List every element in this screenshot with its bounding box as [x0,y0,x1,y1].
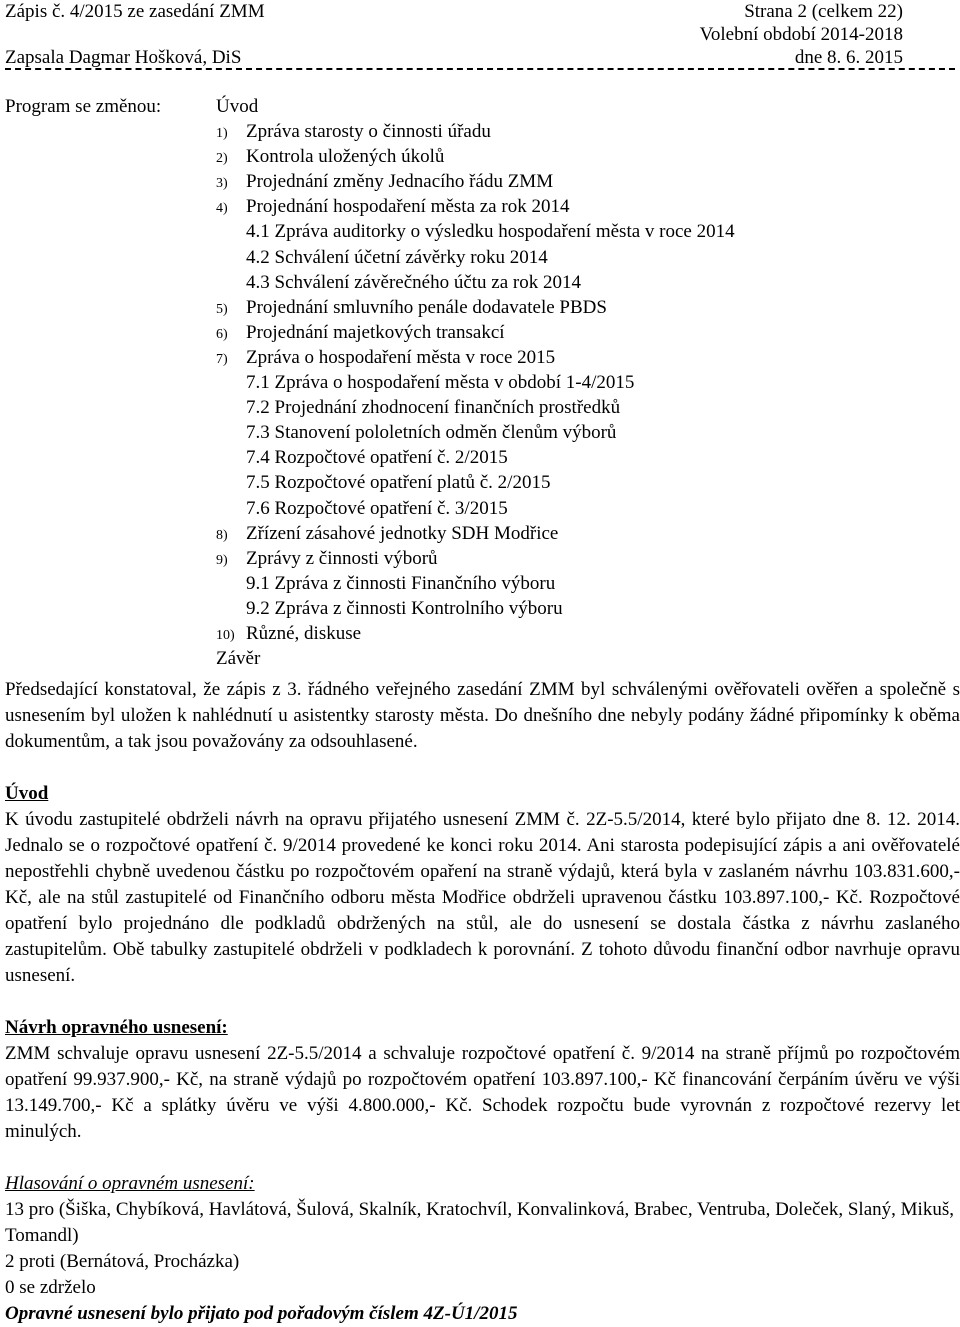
agenda-item-text: Zprávy z činnosti výborů [246,547,438,569]
agenda-item-text: Zřízení zásahové jednotky SDH Modřice [246,522,559,544]
agenda-item-text: 7.3 Stanovení pololetních odměn členům výborů [246,422,617,444]
paragraph-intro: Předsedající konstatoval, že zápis z 3. řádného veřejného zasedání ZMM byl schválenými ověřovateli ověřen a společně s usnesením byl uložen k nahlédnutí u asistentky starosty města. Do dnešního dne nebyly podány žádné připomínky k oběma dokumentům, a tak jsou považovány za odsouhlasené. [5,679,960,752]
header-row-2 [5,23,955,46]
agenda-item [216,194,916,219]
agenda-item [216,295,916,320]
agenda-item [216,395,916,420]
agenda-item [216,571,916,596]
agenda-item-text: 4.2 Schválení účetní závěrky roku 2014 [246,246,548,268]
agenda-item-text: Kontrola uložených úkolů [246,146,445,168]
header-title: Zápis č. 4/2015 ze zasedání ZMM [5,1,265,22]
agenda-item-number: 6) [216,326,228,342]
agenda-item [216,521,916,546]
heading-navrh: Návrh opravného usnesení: [5,1017,228,1038]
agenda-item-text: Projednání změny Jednacího řádu ZMM [246,171,554,193]
agenda-item-number: 9) [216,552,228,568]
header-page: Strana 2 (celkem 22) [744,1,903,22]
program-label: Program se změnou: [5,96,162,117]
agenda-item [216,370,916,395]
agenda-item-number: 10) [216,627,235,643]
agenda-item-text: Projednání majetkových transakcí [246,321,505,343]
agenda-item-text: Zpráva starosty o činnosti úřadu [246,121,491,143]
agenda-item-text: Projednání smluvního penále dodavatele PBDS [246,296,607,318]
agenda-item [216,270,916,295]
vote-abstain: 0 se zdrželo [5,1277,96,1298]
agenda-item [216,144,916,169]
header-date: dne 8. 6. 2015 [794,47,903,68]
agenda-item-number: 3) [216,176,228,192]
agenda-item-text: 7.4 Rozpočtové opatření č. 2/2015 [246,447,508,469]
agenda-item-text: 7.2 Projednání zhodnocení finančních prostředků [246,397,621,419]
header-author: Zapsala Dagmar Hošková, DiS [5,47,242,68]
resolution-result: Opravné usnesení bylo přijato pod pořadovým číslem 4Z-Ú1/2015 [5,1303,518,1324]
agenda-item-text: Zpráva o hospodaření města v roce 2015 [246,346,556,368]
agenda-item-number: 4) [216,201,228,217]
agenda-item [216,596,916,621]
agenda-item-text: 9.2 Zpráva z činnosti Kontrolního výboru [246,597,563,619]
header-period: Volební období 2014-2018 [699,24,903,45]
agenda-item [216,621,916,646]
agenda-list [216,94,916,671]
agenda-item [216,345,916,370]
agenda-item-number: 7) [216,351,228,367]
agenda-item-number: 8) [216,527,228,543]
header-row-1 [5,0,955,23]
agenda-item-text: 4.1 Zpráva auditorky o výsledku hospodaření města v roce 2014 [246,221,735,243]
dashed-separator [5,68,955,80]
document-body [5,677,960,1327]
agenda-item-text: Projednání hospodaření města za rok 2014 [246,196,570,218]
agenda-item [216,445,916,470]
agenda-item-text: Úvod [216,96,259,117]
agenda-item [216,245,916,270]
agenda-item-text: 4.3 Schválení závěrečného účtu za rok 2014 [246,271,582,293]
paragraph-navrh: ZMM schvaluje opravu usnesení 2Z-5.5/2014 a schvaluje rozpočtové opatření č. 9/2014 na straně příjmů po rozpočtovém opatření 99.937.900,- Kč, na straně výdajů po rozpočtovém opatření 103.897.100,- Kč financování čerpáním úvěru ve výši 13.149.700,- Kč a splátky úvěru ve výši 4.800.000,- Kč. Schodek rozpočtu bude vyrovnán z rozpočtové rezervy let minulých. [5,1043,960,1142]
agenda-item-text: 7.1 Zpráva o hospodaření města v období 1-4/2015 [246,372,635,394]
agenda-item-text: Závěr [216,648,261,670]
agenda-item [216,496,916,521]
agenda-item [216,219,916,244]
agenda-item-text: 7.6 Rozpočtové opatření č. 3/2015 [246,497,508,519]
agenda-item-number: 5) [216,301,228,317]
vote-for: 13 pro (Šiška, Chybíková, Havlátová, Šulová, Skalník, Kratochvíl, Konvalinková, Brabec, Ventruba, Doleček, Slaný, Mikuš, Tomandl) [5,1199,954,1246]
agenda-item [216,546,916,571]
agenda-item [216,94,916,119]
vote-against: 2 proti (Bernátová, Procházka) [5,1251,240,1272]
agenda-item-text: Různé, diskuse [246,622,362,644]
agenda-item [216,169,916,194]
agenda-item-text: 9.1 Zpráva z činnosti Finančního výboru [246,572,556,594]
page-header [5,0,955,69]
heading-uvod: Úvod [5,783,49,804]
heading-hlasovani: Hlasování o opravném usnesení: [5,1173,255,1194]
agenda-item [216,119,916,144]
agenda-item [216,470,916,495]
agenda-item-text: 7.5 Rozpočtové opatření platů č. 2/2015 [246,472,551,494]
agenda-item [216,646,916,671]
header-row-3 [5,46,955,69]
agenda-item-number: 2) [216,151,228,167]
agenda-item [216,420,916,445]
agenda-item-number: 1) [216,126,228,142]
agenda-item [216,320,916,345]
paragraph-uvod: K úvodu zastupitelé obdrželi návrh na opravu přijatého usnesení ZMM č. 2Z-5.5/2014, které bylo přijato dne 8. 12. 2014. Jednalo se o rozpočtové opatření č. 9/2014 provedené ke konci roku 2014. Ani starosta podepisující zápis a ani ověřovatelé nepostřehli chybně uvedenou částku po rozpočtovém opaření na straně výdajů, která byla v zaslaném návrhu 103.831.600,- Kč, ale na stůl zastupitelé od Finančního odboru města Modřice obdrželi upravenou částku 103.897.100,- Kč. Rozpočtové opatření bylo projednáno dle podkladů obdržených na stůl, ale do usnesení se dostala částka z návrhu zaslaného zastupitelům. Obě tabulky zastupitelé obdrželi v podkladech k porovnání. Z tohoto důvodu finanční odbor navrhuje opravu usnesení. [5,809,960,986]
